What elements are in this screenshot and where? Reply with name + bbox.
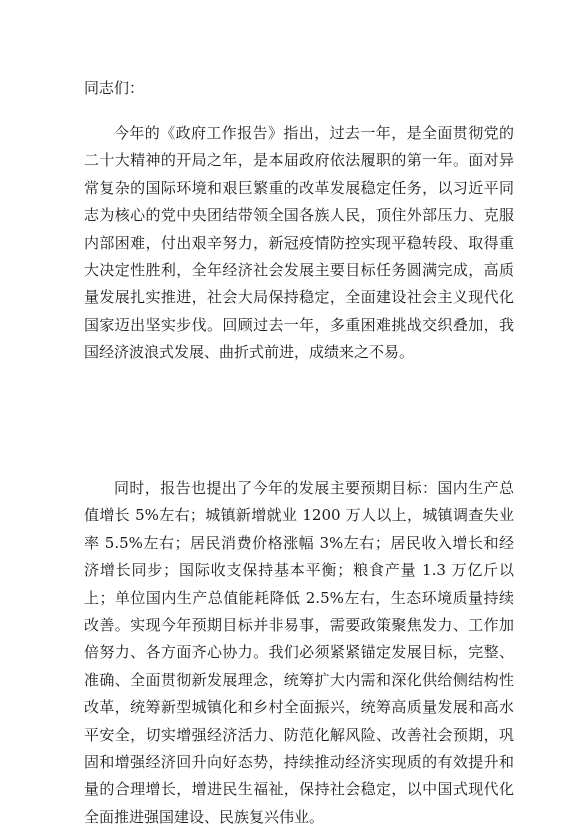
- salutation: 同志们：: [84, 79, 145, 97]
- paragraph-government-report-review: 今年的《政府工作报告》指出，过去一年，是全面贯彻党的二十大精神的开局之年，是本届政府依法履职的第一年。面对异常复杂的国际环境和艰巨繁重的改革发展稳定任务，以习近平同志为核心的党中央团结带领全国各族人民，顶住外部压力、克服内部困难，付出艰辛努力，新冠疫情防控实现平稳转段、取得重大决定性胜利，全年经济社会发展主要目标任务圆满完成，高质量发展扎实推进，社会大局保持稳定，全面建设社会主义现代化国家迈出坚实步伐。回顾过去一年，多重困难挑战交织叠加，我国经济波浪式发展、曲折式前进，成绩来之不易。: [84, 124, 514, 362]
- paragraph-development-targets: 同时，报告也提出了今年的发展主要预期目标：国内生产总值增长 5%左右；城镇新增就业 1200 万人以上，城镇调查失业率 5.5%左右；居民消费价格涨幅 3%左右；居民收入增长和经济增长同步；国际收支保持基本平衡；粮食产量 1.3 万亿斤以上；单位国内生产总值能耗降低 2.5%左右，生态环境质量持续改善。实现今年预期目标并非易事，需要政策聚焦发力、工作加倍努力、各方面齐心协力。我们必须紧紧锚定发展目标，完整、准确、全面贯彻新发展理念，统筹扩大内需和深化供给侧结构性改革，统筹新型城镇化和乡村全面振兴，统筹高质量发展和高水平安全，切实增强经济活力、防范化解风险、改善社会预期，巩固和增强经济回升向好态势，持续推动经济实现质的有效提升和量的合理增长，增进民生福祉，保持社会稳定，以中国式现代化全面推进强国建设、民族复兴伟业。: [84, 479, 514, 826]
